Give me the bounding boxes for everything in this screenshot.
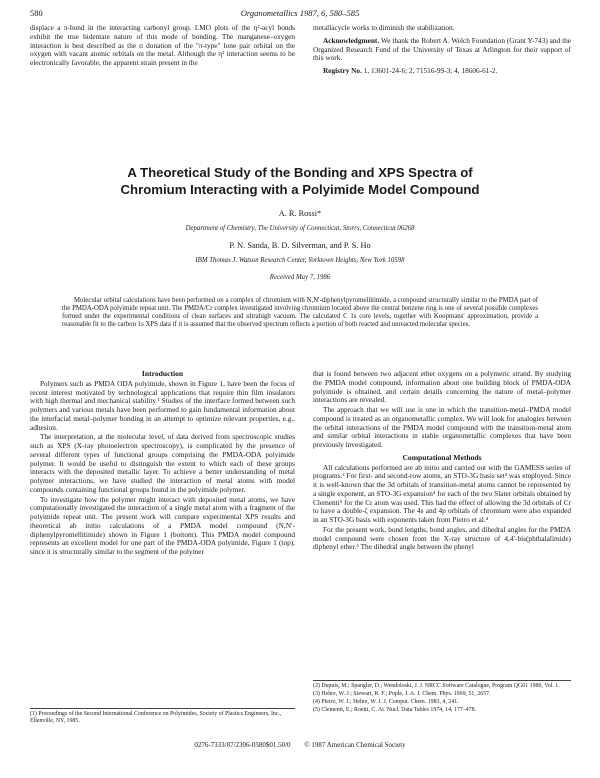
page-number: 580 [30, 8, 43, 18]
previous-article-left-column [30, 24, 295, 68]
title-line-1: A Theoretical Study of the Bonding and XPS Spectra of [127, 165, 473, 180]
footnote-5: (5) Clementi, E.; Roetti, C. At. Nucl. Data Tables 1974, 14, 177–478. [313, 707, 477, 713]
title-line-2: Chromium Interacting with a Polyimide Model Compound [120, 182, 480, 197]
acknowledgment-heading: Acknowledgment. [323, 35, 380, 45]
computational-methods-heading: Computational Methods [402, 452, 482, 462]
footnotes-right [313, 680, 571, 715]
received-date: Received May 7, 1986 [269, 274, 331, 281]
intro-paragraph-3: To investigate how the polymer might interact with deposited metal atoms, we have computationally investigated the interaction of a single metal atom with a fragment of the polyimide repeat unit. The present work will compare experimental XPS results and theoretical ab initio calculations of a PMDA model compound (N,N′-diphenylpyromellitimide) shown in Figure 1 (bottom). This PMDA model compound represents an excellent model for one part of the PMDA-ODA polyimide, Figure 1 (top), since it is structurally similar to the segment of the polymer [30, 494, 295, 556]
author-primary: A. R. Rossi* [278, 209, 322, 218]
copyright: © 1987 American Chemical Society [304, 741, 406, 749]
article-code: 0276-7333/87/2306-0580$01.50/0 [194, 741, 291, 749]
abstract [62, 297, 538, 329]
body-left-column [30, 370, 295, 558]
abstract-text: Molecular orbital calculations have been performed on a complex of chromium with N,N′-diphenylpyromellitimide, a compound structurally similar to the PMDA part of the PMDA-ODA polyimide repeat unit. The PMDA/Cr complex investigated involving chromium located above the central benzene ring is one of several possible complexes formed under the experimental conditions of clean surfaces and ultrahigh vacuum. The calculated C 1s core levels, together with Koopmans' approximation, provide a reasonable fit to the carbon 1s XPS data if it is assumed that the observed spectrum reflects a portion of both reacted and unreacted molecular species. [62, 297, 538, 328]
footnote-1: (1) Proceedings of the Second International Conference on Polyimides, Society of Plastics Engineers, Inc., Ellenville, NY, 1985. [30, 711, 282, 724]
page-footer [70, 741, 530, 749]
footnote-2: (2) Dupuis, M.; Spangler, D.; Wendoloski, J. J. NRCC Software Catalogue, Program QG01 1980, Vol. 1. [313, 683, 560, 689]
journal-citation: Organometallics 1987, 6, 580–585 [240, 8, 360, 18]
acknowledgment [313, 37, 571, 63]
intro-paragraph-1: Polymers such as PMDA ODA polyimide, shown in Figure 1, have been the focus of recent interest motivated by technological applications that require thin film insulators with high thermal and mechanical stability.¹ Studies of the interface formed between such polymers and various metals have been performed to gain fundamental information about the interfacial metal–polymer bonding in an attempt to optimize relevant properties, e.g., adhesion. [30, 378, 295, 432]
approach-paragraph: The approach that we will use is one in which the transition-metal–PMDA model compound is treated as an organometallic complex. We will look for analogies between the orbital interactions of the PMDA model compound with the transition-metal atom and similar orbital interactions in stable organometallic complexes that have been previously investigated. [313, 405, 571, 449]
methods-paragraph-2: For the present work, bond lengths, bond angles, and dihedral angles for the PMDA model compound were chosen from the X-ray structure of 4,4′-bis(phthalalimide) diphenyl ether.⁶ The dihedral angle between the phenyl [313, 524, 571, 552]
intro-paragraph-2: The interpretation, at the molecular level, of data derived from spectroscopic studies such as XPS (X-ray photoelectron spectroscopy), is complicated by the presence of several different types of functional groups comprising the PMDA-ODA polyimide polymer. It would be useful to distinguish the extent to which each of these groups interacts with the deposited metallic layer. To achieve a better understanding of metal polymer interactions, we have studied the interaction of metal atoms with model compounds containing functional groups found in the polyimide polymer. [30, 432, 295, 494]
footnote-4: (4) Pietro, W. J.; Hehre, W. J. J. Comput. Chem. 1983, 4, 241. [313, 699, 459, 705]
footnote-3: (3) Hehre, W. J.; Stewart, R. F.; Pople, J. A. J. Chem. Phys. 1969, 51, 2657. [313, 691, 491, 697]
previous-article-continuation: metallacycle works to diminish the stabilization. [313, 23, 455, 32]
previous-article-right-column [313, 24, 571, 76]
article-title [30, 164, 570, 198]
author-ibm: P. N. Sanda, B. D. Silverman, and P. S. Ho [229, 241, 371, 250]
introduction-heading: Introduction [141, 369, 184, 378]
registry-heading: Registry No. [323, 66, 362, 75]
intro-continuation: that is found between two adjacent ether oxygens on a polymeric strand. By studying the PMDA model compound, information about one building block of PMDA-ODA polyimide is obtained, and certain details concerning the nature of metal–polymer interactions are revealed. [313, 369, 571, 405]
previous-article-text: displace a π-bond in the interacting carbonyl group. LMO plots of the η²-acyl bonds exhibit the true bidentate nature of this mode of bonding. The manganese–oxygen interaction is best described as the σ donation of the "π-type" lone pair orbital on the oxygen with vacant atomic orbitals on the metal. Although the η² interaction seems to be electronically favorable, the apparent strain present in the [30, 23, 295, 67]
affiliation-uconn: Department of Chemistry, The University of Connecticut, Storrs, Connecticut 06268 [185, 225, 415, 232]
footnotes-left [30, 708, 295, 726]
acknowledgment-text: We thank the Robert A. Welch Foundation (Grant Y-743) and the Organized Research Fund of the University of Texas at Arlington for their support of this work. [313, 35, 571, 63]
body-right-column [313, 370, 571, 553]
registry-text: 1, 13601-24-6; 2, 71516-99-3; 4, 18606-61-2. [361, 66, 498, 75]
methods-paragraph-1: All calculations performed are ab initio and carried out with the GAMESS series of programs.² For first- and second-row atoms, an STO-3G basis set³ was employed. Since it is well-known that the 3d orbitals of transition-metal atoms cannot be represented by a single exponent, an STO-3G expansion⁴ for each of the two Slater orbitals obtained by Clementi⁵ for the Cr atom was used. This had the effect of allowing the 3d orbitals of Cr to have a double-ζ expansion. The 4s and 4p orbitals of chromium were also expanded in an STO-3G basis with exponents taken from Pietro et al.⁴ [313, 462, 572, 524]
affiliation-ibm: IBM Thomas J. Watson Research Center, Yorktown Heights, New York 10598 [195, 257, 405, 264]
running-header [30, 8, 570, 22]
registry-numbers [313, 67, 571, 76]
